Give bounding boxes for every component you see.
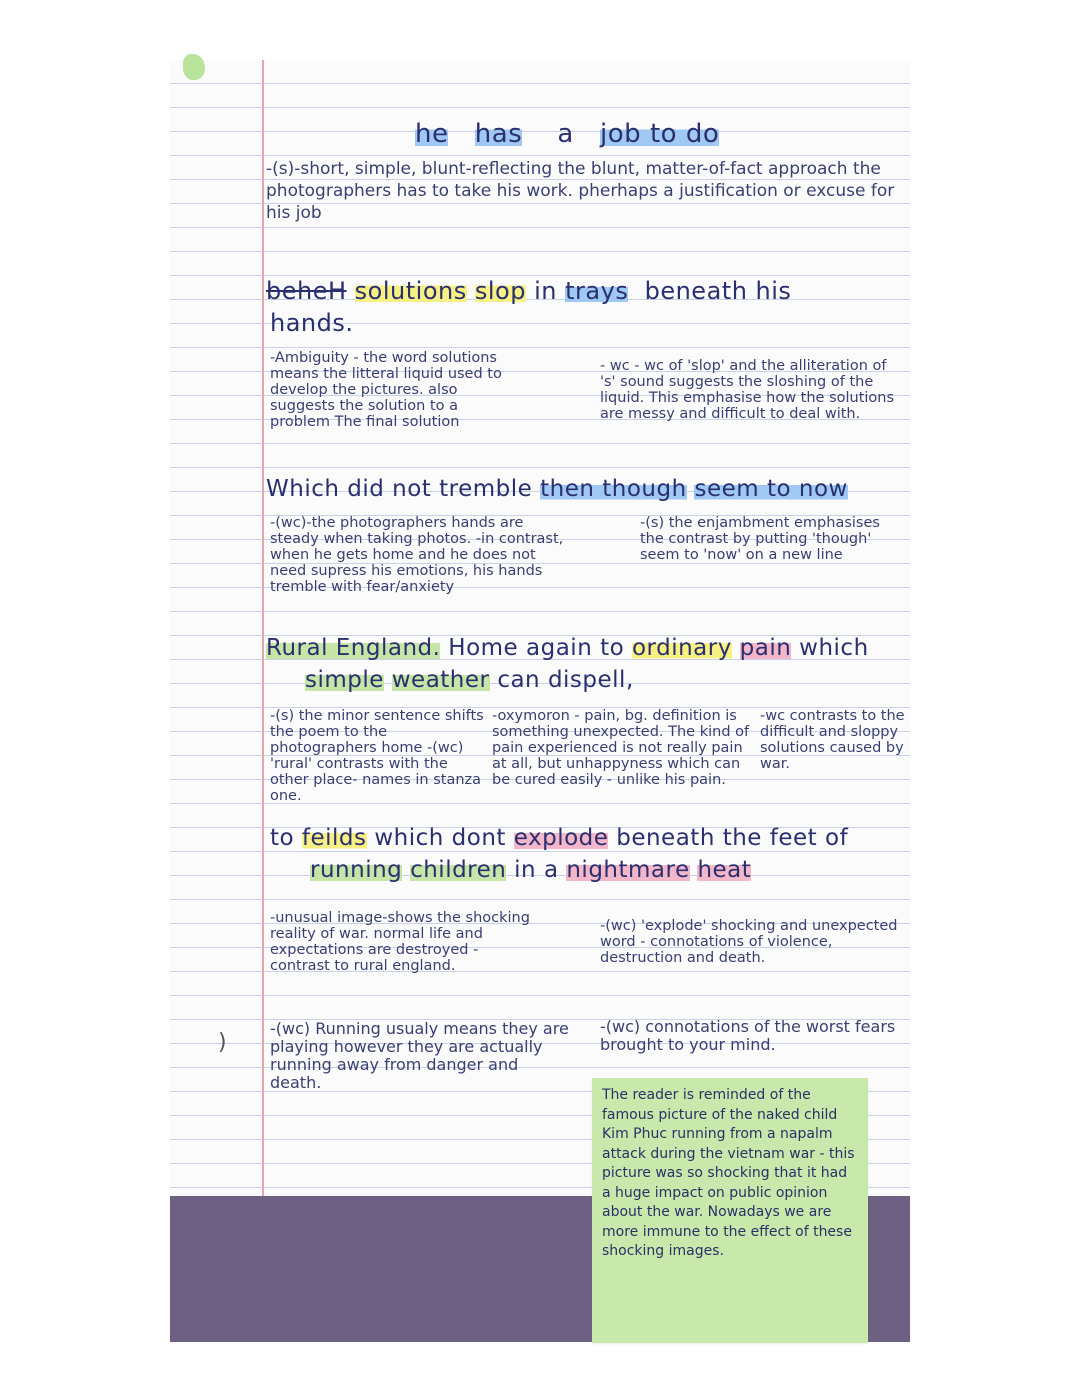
note-unusual-image: -unusual image-shows the shocking reality of war. normal life and expectations are destroyed - contrast to rural england. bbox=[270, 910, 530, 974]
sticky-note-text: The reader is reminded of the famous picture of the naked child Kim Phuc running from a napalm attack during the vietnam war - this picture was so shocking that it had a huge impact on public opinion about the war. Nowadays we are more immune to the effect of these shocking images. bbox=[602, 1087, 855, 1259]
note-minor-sentence: -(s) the minor sentence shifts the poem to the photographers home -(wc) 'rural' contrasts with the other place- names in stanza one. bbox=[270, 708, 484, 804]
sticky-note bbox=[592, 1078, 868, 1343]
note-title-analysis: -(s)-short, simple, blunt-reflecting the blunt, matter-of-fact approach the photographers has to take his work. pherhaps a justification or excuse for his job bbox=[266, 159, 895, 223]
quote-solutions-line2: hands. bbox=[270, 309, 354, 337]
quote-fields-line2: running children in a nightmare heat bbox=[310, 857, 752, 883]
quote-solutions: beheH solutions slop in trays beneath his bbox=[266, 277, 792, 305]
margin-line bbox=[262, 60, 264, 1342]
quote-tremble: Which did not tremble then though seem to now bbox=[266, 476, 848, 502]
quote-rural-england: Rural England. Home again to ordinary pain which bbox=[266, 635, 869, 661]
note-oxymoron: -oxymoron - pain, bg. definition is something unexpected. The kind of pain experienced is not really pain at all, but unhappyness which can be cured easily - unlike his pain. bbox=[492, 708, 750, 788]
quote-fields: to feilds which dont explode beneath the feet of bbox=[270, 825, 849, 851]
note-nightmare: -(wc) connotations of the worst fears brought to your mind. bbox=[600, 1017, 896, 1054]
note-enjambment: -(s) the enjambment emphasises the contrast by putting 'though' seem to 'now' on a new line bbox=[640, 515, 880, 563]
note-explode: -(wc) 'explode' shocking and unexpected word - connotations of violence, destruction and death. bbox=[600, 918, 898, 966]
note-slop: - wc - wc of 'slop' and the alliteration of 's' sound suggests the sloshing of the liquid. This emphasise how the solutions are messy and difficult to deal with. bbox=[600, 358, 895, 422]
note-ambiguity: -Ambiguity - the word solutions means the litteral liquid used to develop the pictures. also suggests the solution to a problem The final solution bbox=[270, 350, 502, 430]
note-contrasts: -wc contrasts to the difficult and sloppy solutions caused by war. bbox=[760, 708, 905, 772]
bracket-mark: ) bbox=[218, 1030, 227, 1055]
note-running: -(wc) Running usualy means they are playing however they are actually running away from danger and death. bbox=[270, 1019, 569, 1092]
note-steady-hands: -(wc)-the photographers hands are steady when taking photos. -in contrast, when he gets home and he does not need supress his emotions, his hands tremble with fear/anxiety bbox=[270, 515, 564, 595]
quote-rural-england-line2: simple weather can dispell, bbox=[305, 667, 634, 693]
highlighter-mark bbox=[183, 54, 205, 80]
page-title: he has a job to do bbox=[415, 119, 720, 149]
